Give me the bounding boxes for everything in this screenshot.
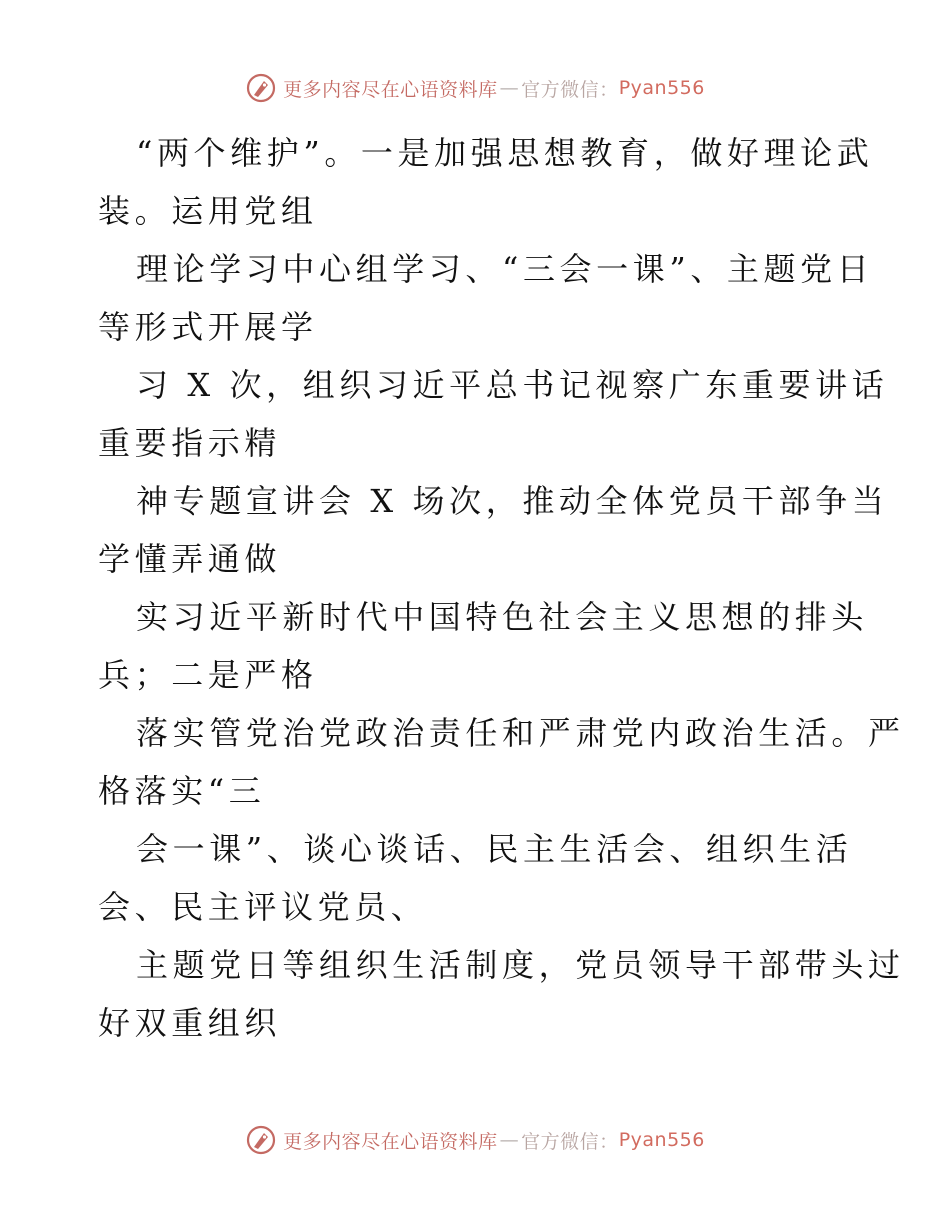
text-line: “两个维护”。一是加强思想教育，做好理论武: [136, 134, 874, 172]
watermark-contact-label: 官方微信：: [521, 1130, 619, 1153]
watermark-separator: —: [499, 1129, 520, 1151]
watermark-contact-label: 官方微信：: [521, 78, 619, 101]
text-line: 主题党日等组织生活制度，党员领导干部带头过: [136, 946, 905, 984]
watermark-separator: —: [499, 77, 520, 99]
pen-nib-circle-icon: [245, 1124, 277, 1156]
watermark-wechat-id: Pyan556: [618, 1129, 705, 1151]
footer-watermark: [0, 1124, 950, 1156]
text-line: 装。运用党组: [98, 192, 318, 230]
text-line: 格落实“三: [98, 772, 266, 810]
text-line: 会、民主评议党员、: [98, 888, 428, 926]
text-line: 习 X 次，组织习近平总书记视察广东重要讲话: [136, 366, 889, 404]
header-watermark: [0, 72, 950, 104]
text-line: 理论学习中心组学习、“三会一课”、主题党日: [136, 250, 874, 288]
text-line: 会一课”、谈心谈话、民主生活会、组织生活: [136, 830, 853, 868]
watermark-main-text: 更多内容尽在心语资料库: [283, 1130, 498, 1153]
text-line: 重要指示精: [98, 424, 282, 462]
pen-nib-circle-icon: [245, 72, 277, 104]
text-line: 实习近平新时代中国特色社会主义思想的排头: [136, 598, 869, 636]
text-line: 落实管党治党政治责任和严肃党内政治生活。严: [136, 714, 905, 752]
text-line: 好双重组织: [98, 1004, 282, 1042]
text-line: 兵；二是严格: [98, 656, 318, 694]
watermark-wechat-id: Pyan556: [618, 77, 705, 99]
text-line: 神专题宣讲会 X 场次，推动全体党员干部争当: [136, 482, 889, 520]
text-line: 等形式开展学: [98, 308, 318, 346]
watermark-main-text: 更多内容尽在心语资料库: [283, 78, 498, 101]
text-line: 学懂弄通做: [98, 540, 282, 578]
